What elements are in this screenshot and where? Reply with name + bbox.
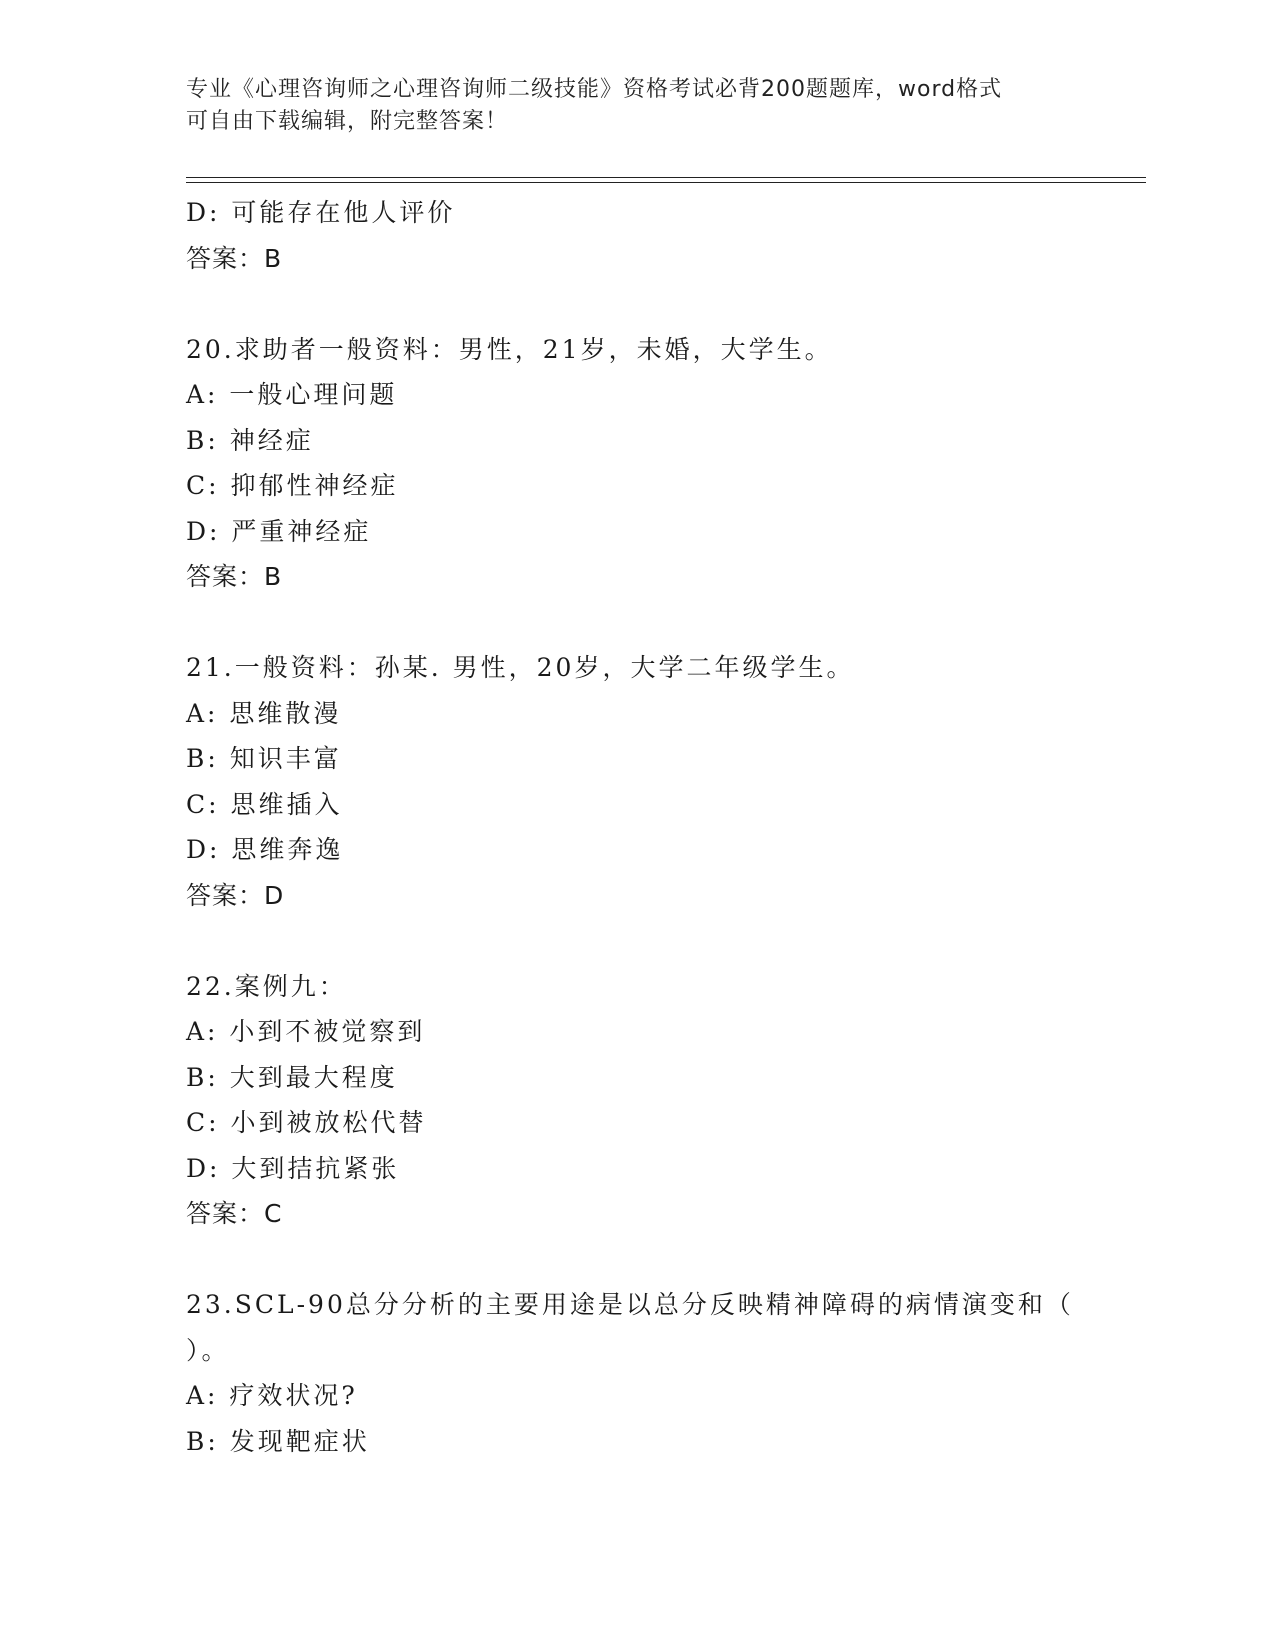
spacer (186, 281, 1086, 327)
header-title-line1: 专业《心理咨询师之心理咨询师二级技能》资格考试必背200题题库，word格式 (186, 77, 1003, 102)
question-stem: 22.案例九： (186, 971, 347, 1001)
option-a: A: 小到不被觉察到 (186, 1017, 426, 1046)
answer-line: 答案：B (186, 562, 283, 591)
question-block-prev (186, 190, 1086, 281)
option-c: C: 抑郁性神经症 (186, 471, 399, 500)
answer-line: 答案：C (186, 1199, 283, 1228)
option-c: C: 思维插入 (186, 789, 343, 819)
option-d: D: 严重神经症 (186, 516, 372, 546)
spacer (186, 918, 1086, 964)
page-header (186, 74, 1086, 138)
option-b: B: 知识丰富 (186, 744, 342, 773)
option-a: A: 一般心理问题 (186, 380, 398, 409)
option-a: A: 疗效状况? (186, 1381, 358, 1410)
question-block-23 (186, 1282, 1086, 1464)
spacer (186, 600, 1086, 646)
question-stem-line2: ）。 (186, 1335, 230, 1365)
option-c: C: 小到被放松代替 (186, 1108, 427, 1137)
question-block-21 (186, 645, 1086, 918)
header-divider-top (186, 177, 1146, 178)
question-stem: 21.一般资料：孙某. 男性，20岁，大学二年级学生。 (186, 653, 855, 682)
option-b: B: 神经症 (186, 425, 314, 455)
header-divider-bottom (186, 182, 1146, 183)
question-block-22 (186, 964, 1086, 1237)
option-b: B: 发现靶症状 (186, 1426, 370, 1456)
question-stem-line1: 23.SCL-90总分分析的主要用途是以总分反映精神障碍的病情演变和（ (186, 1290, 1074, 1319)
option-d: D: 可能存在他人评价 (186, 198, 456, 227)
option-d: D: 思维奔逸 (186, 835, 344, 864)
answer-line: 答案：D (186, 880, 285, 910)
option-a: A: 思维散漫 (186, 698, 342, 728)
spacer (186, 1237, 1086, 1283)
header-title-line2: 可自由下载编辑，附完整答案！ (186, 109, 509, 134)
answer-line: 答案：B (186, 243, 283, 273)
option-d: D: 大到拮抗紧张 (186, 1153, 400, 1183)
question-stem: 20.求助者一般资料：男性，21岁，未婚，大学生。 (186, 334, 833, 364)
question-list (186, 190, 1086, 1464)
question-block-20 (186, 327, 1086, 600)
option-b: B: 大到最大程度 (186, 1062, 398, 1092)
